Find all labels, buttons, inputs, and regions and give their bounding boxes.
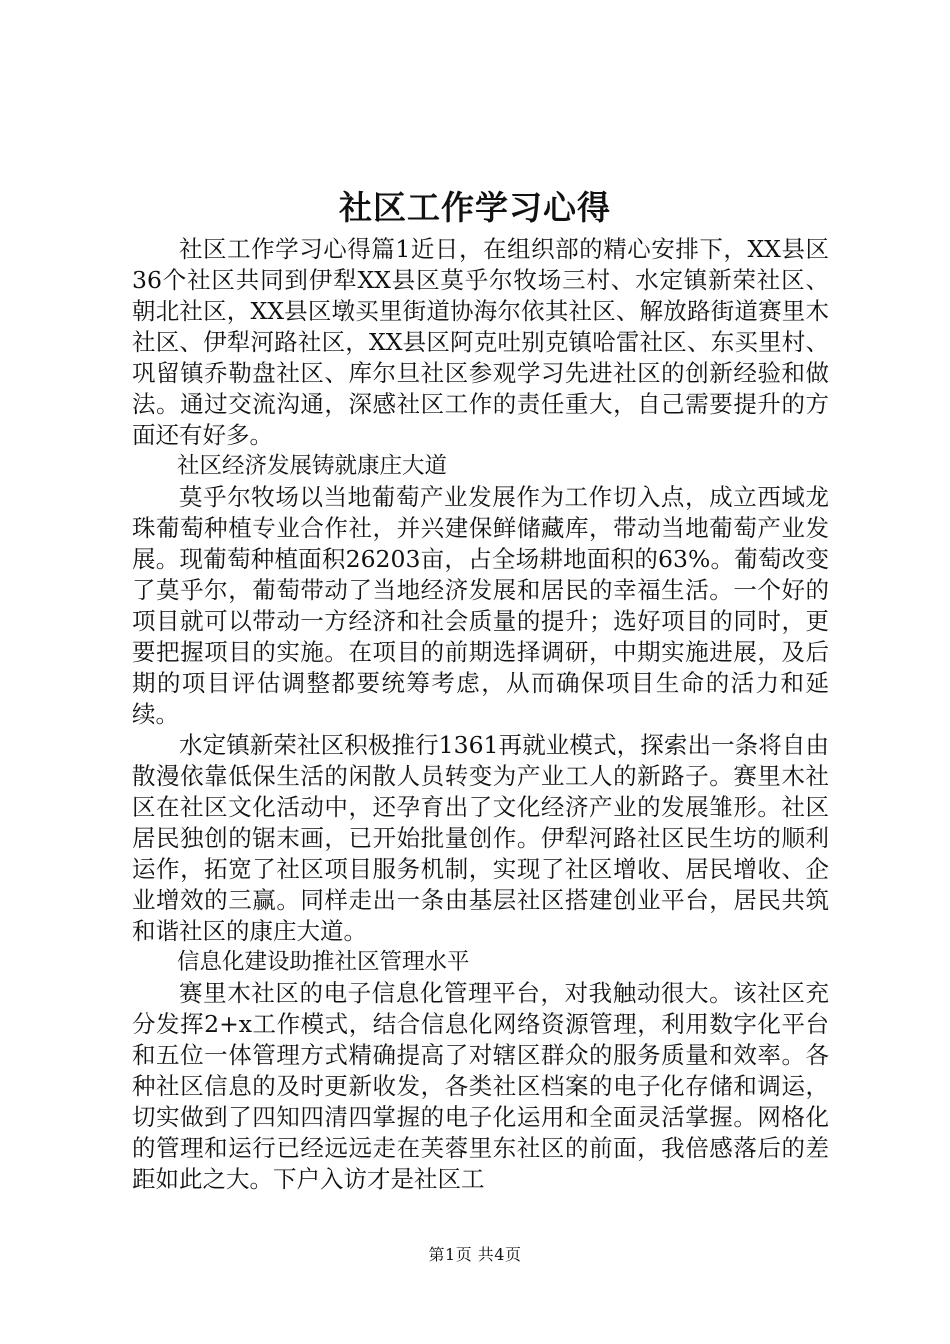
section-heading-informatization: 信息化建设助推社区管理水平 [177,949,470,975]
paragraph-mohuer-grapes: 莫乎尔牧场以当地葡萄产业发展作为工作切入点，成立西域龙珠葡萄种植专业合作社，并兴建保鲜储藏库，带动当地葡萄产业发展。现葡萄种植面积26203亩，占全场耕地面积的63%。葡萄改变了莫乎尔，葡萄带动了当地经济发展和居民的幸福生活。一个好的项目就可以带动一方经济和社会质量的提升；选好项目的同时，更要把握项目的实施。在项目的前期选择调研，中期实施进展，及后期的项目评估调整都要统筹考虑，从而确保项目生命的活力和延续。 [132,483,829,728]
document-title: 社区工作学习心得 [339,188,611,227]
page-footer: 第1页 共4页 [428,1245,522,1264]
document-body [132,234,829,1195]
paragraph-xinrong-community: 水定镇新荣社区积极推行1361再就业模式，探索出一条将自由散漫依靠低保生活的闲散人员转变为产业工人的新路子。赛里木社区在社区文化活动中，还孕育出了文化经济产业的发展雏形。社区居民独创的锯末画，已开始批量创作。伊犁河路社区民生坊的顺利运作，拓宽了社区项目服务机制，实现了社区增收、居民增收、企业增效的三赢。同样走出一条由基层社区搭建创业平台，居民共筑和谐社区的康庄大道。 [132,731,829,945]
paragraph-intro: 社区工作学习心得篇1近日，在组织部的精心安排下，XX县区36个社区共同到伊犁XX县区莫乎尔牧场三村、水定镇新荣社区、朝北社区，XX县区墩买里街道协海尔依其社区、解放路街道赛里木社区、伊犁河路社区，XX县区阿克吐别克镇哈雷社区、东买里村、巩留镇乔勒盘社区、库尔旦社区参观学习先进社区的创新经验和做法。通过交流沟通，深感社区工作的责任重大，自己需要提升的方面还有好多。 [132,235,829,449]
paragraph-sailimu-platform: 赛里木社区的电子信息化管理平台，对我触动很大。该社区充分发挥2+x工作模式，结合信息化网络资源管理，利用数字化平台和五位一体管理方式精确提高了对辖区群众的服务质量和效率。各种社区信息的及时更新收发，各类社区档案的电子化存储和调运，切实做到了四知四清四掌握的电子化运用和全面灵活掌握。网格化的管理和运行已经远远走在芙蓉里东社区的前面，我倍感落后的差距如此之大。下户入访才是社区工 [132,979,829,1193]
section-heading-economy: 社区经济发展铸就康庄大道 [177,453,448,479]
